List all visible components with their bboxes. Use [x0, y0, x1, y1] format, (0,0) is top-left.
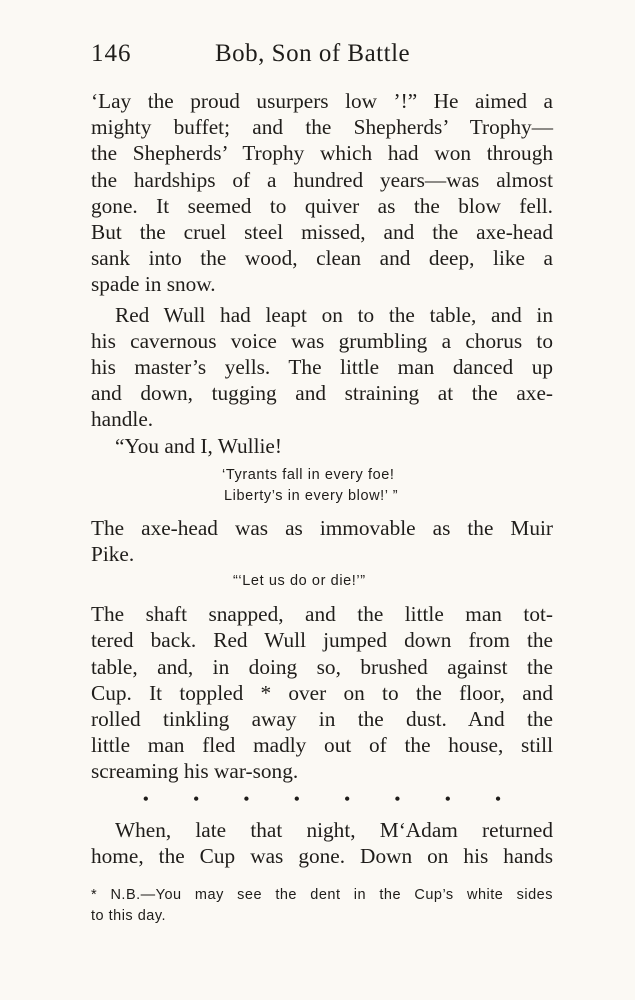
text-line: table, and, in doing so, brushed against the — [91, 654, 553, 679]
text-line: home, the Cup was gone. Down on his hands — [91, 843, 553, 868]
paragraph-1 — [91, 88, 553, 298]
separator-dot: • — [394, 790, 401, 808]
text-line: handle. — [91, 407, 154, 432]
footnote — [91, 885, 553, 927]
paragraph-6 — [91, 817, 553, 869]
running-title: Bob, Son of Battle — [215, 40, 411, 67]
text-line: But the cruel steel missed, and the axe-head — [91, 220, 553, 245]
text-line: “You and I, Wullie! — [115, 433, 282, 458]
text-line: sank into the wood, clean and deep, like a — [91, 246, 553, 271]
text-line: rolled tinkling away in the dust. And the — [91, 707, 553, 732]
text-line: The shaft snapped, and the little man tot- — [91, 602, 553, 627]
text-line: tered back. Red Wull jumped down from the — [91, 628, 553, 653]
verse-line: Liberty’s in every blow!’ ” — [224, 487, 399, 504]
text-line: mighty buffet; and the Shepherds’ Trophy— — [91, 115, 553, 140]
text-line: his cavernous voice was grumbling a chorus to — [91, 328, 553, 353]
motto-quote: “‘Let us do or die!’” — [233, 573, 366, 590]
text-line: his master’s yells. The little man danced up — [91, 355, 553, 380]
text-line: Cup. It toppled * over on to the floor, and — [91, 680, 553, 705]
page-number: 146 — [91, 40, 132, 67]
separator-dot: • — [143, 790, 149, 808]
paragraph-5 — [91, 601, 553, 784]
footnote-line: to this day. — [91, 908, 167, 925]
text-line: The axe-head was as immovable as the Muir — [91, 515, 553, 540]
paragraph-2 — [91, 302, 553, 433]
verse-quote — [91, 465, 553, 507]
text-line: spade in snow. — [91, 272, 216, 297]
text-line: the Shepherds’ Trophy which had won through — [91, 141, 553, 166]
text-line: little man fled madly out of the house, still — [91, 733, 553, 758]
text-line: Pike. — [91, 542, 135, 567]
separator-dot: • — [243, 790, 250, 808]
text-line: ‘Lay the proud usurpers low ’!” He aimed a — [91, 89, 553, 113]
paragraph-3 — [91, 433, 553, 459]
text-line: the hardships of a hundred years—was almost — [91, 167, 553, 192]
separator-dot: • — [444, 790, 451, 808]
text-line: gone. It seemed to quiver as the blow fell. — [91, 193, 553, 218]
book-page — [91, 40, 553, 927]
text-line: Red Wull had leapt on to the table, and in — [115, 302, 553, 327]
text-line: screaming his war-song. — [91, 759, 299, 784]
section-separator — [91, 791, 553, 809]
separator-dot: • — [495, 790, 501, 808]
footnote-line: * N.B.—You may see the dent in the Cup’s white sides — [91, 887, 553, 904]
page-header — [91, 40, 553, 80]
separator-dot: • — [293, 790, 300, 808]
text-line: and down, tugging and straining at the axe- — [91, 381, 553, 406]
text-line: When, late that night, M‘Adam returned — [115, 817, 553, 842]
verse-line: ‘Tyrants fall in every foe! — [222, 466, 395, 483]
separator-dot: • — [344, 790, 350, 808]
separator-dot: • — [193, 790, 199, 808]
paragraph-4 — [91, 515, 553, 567]
